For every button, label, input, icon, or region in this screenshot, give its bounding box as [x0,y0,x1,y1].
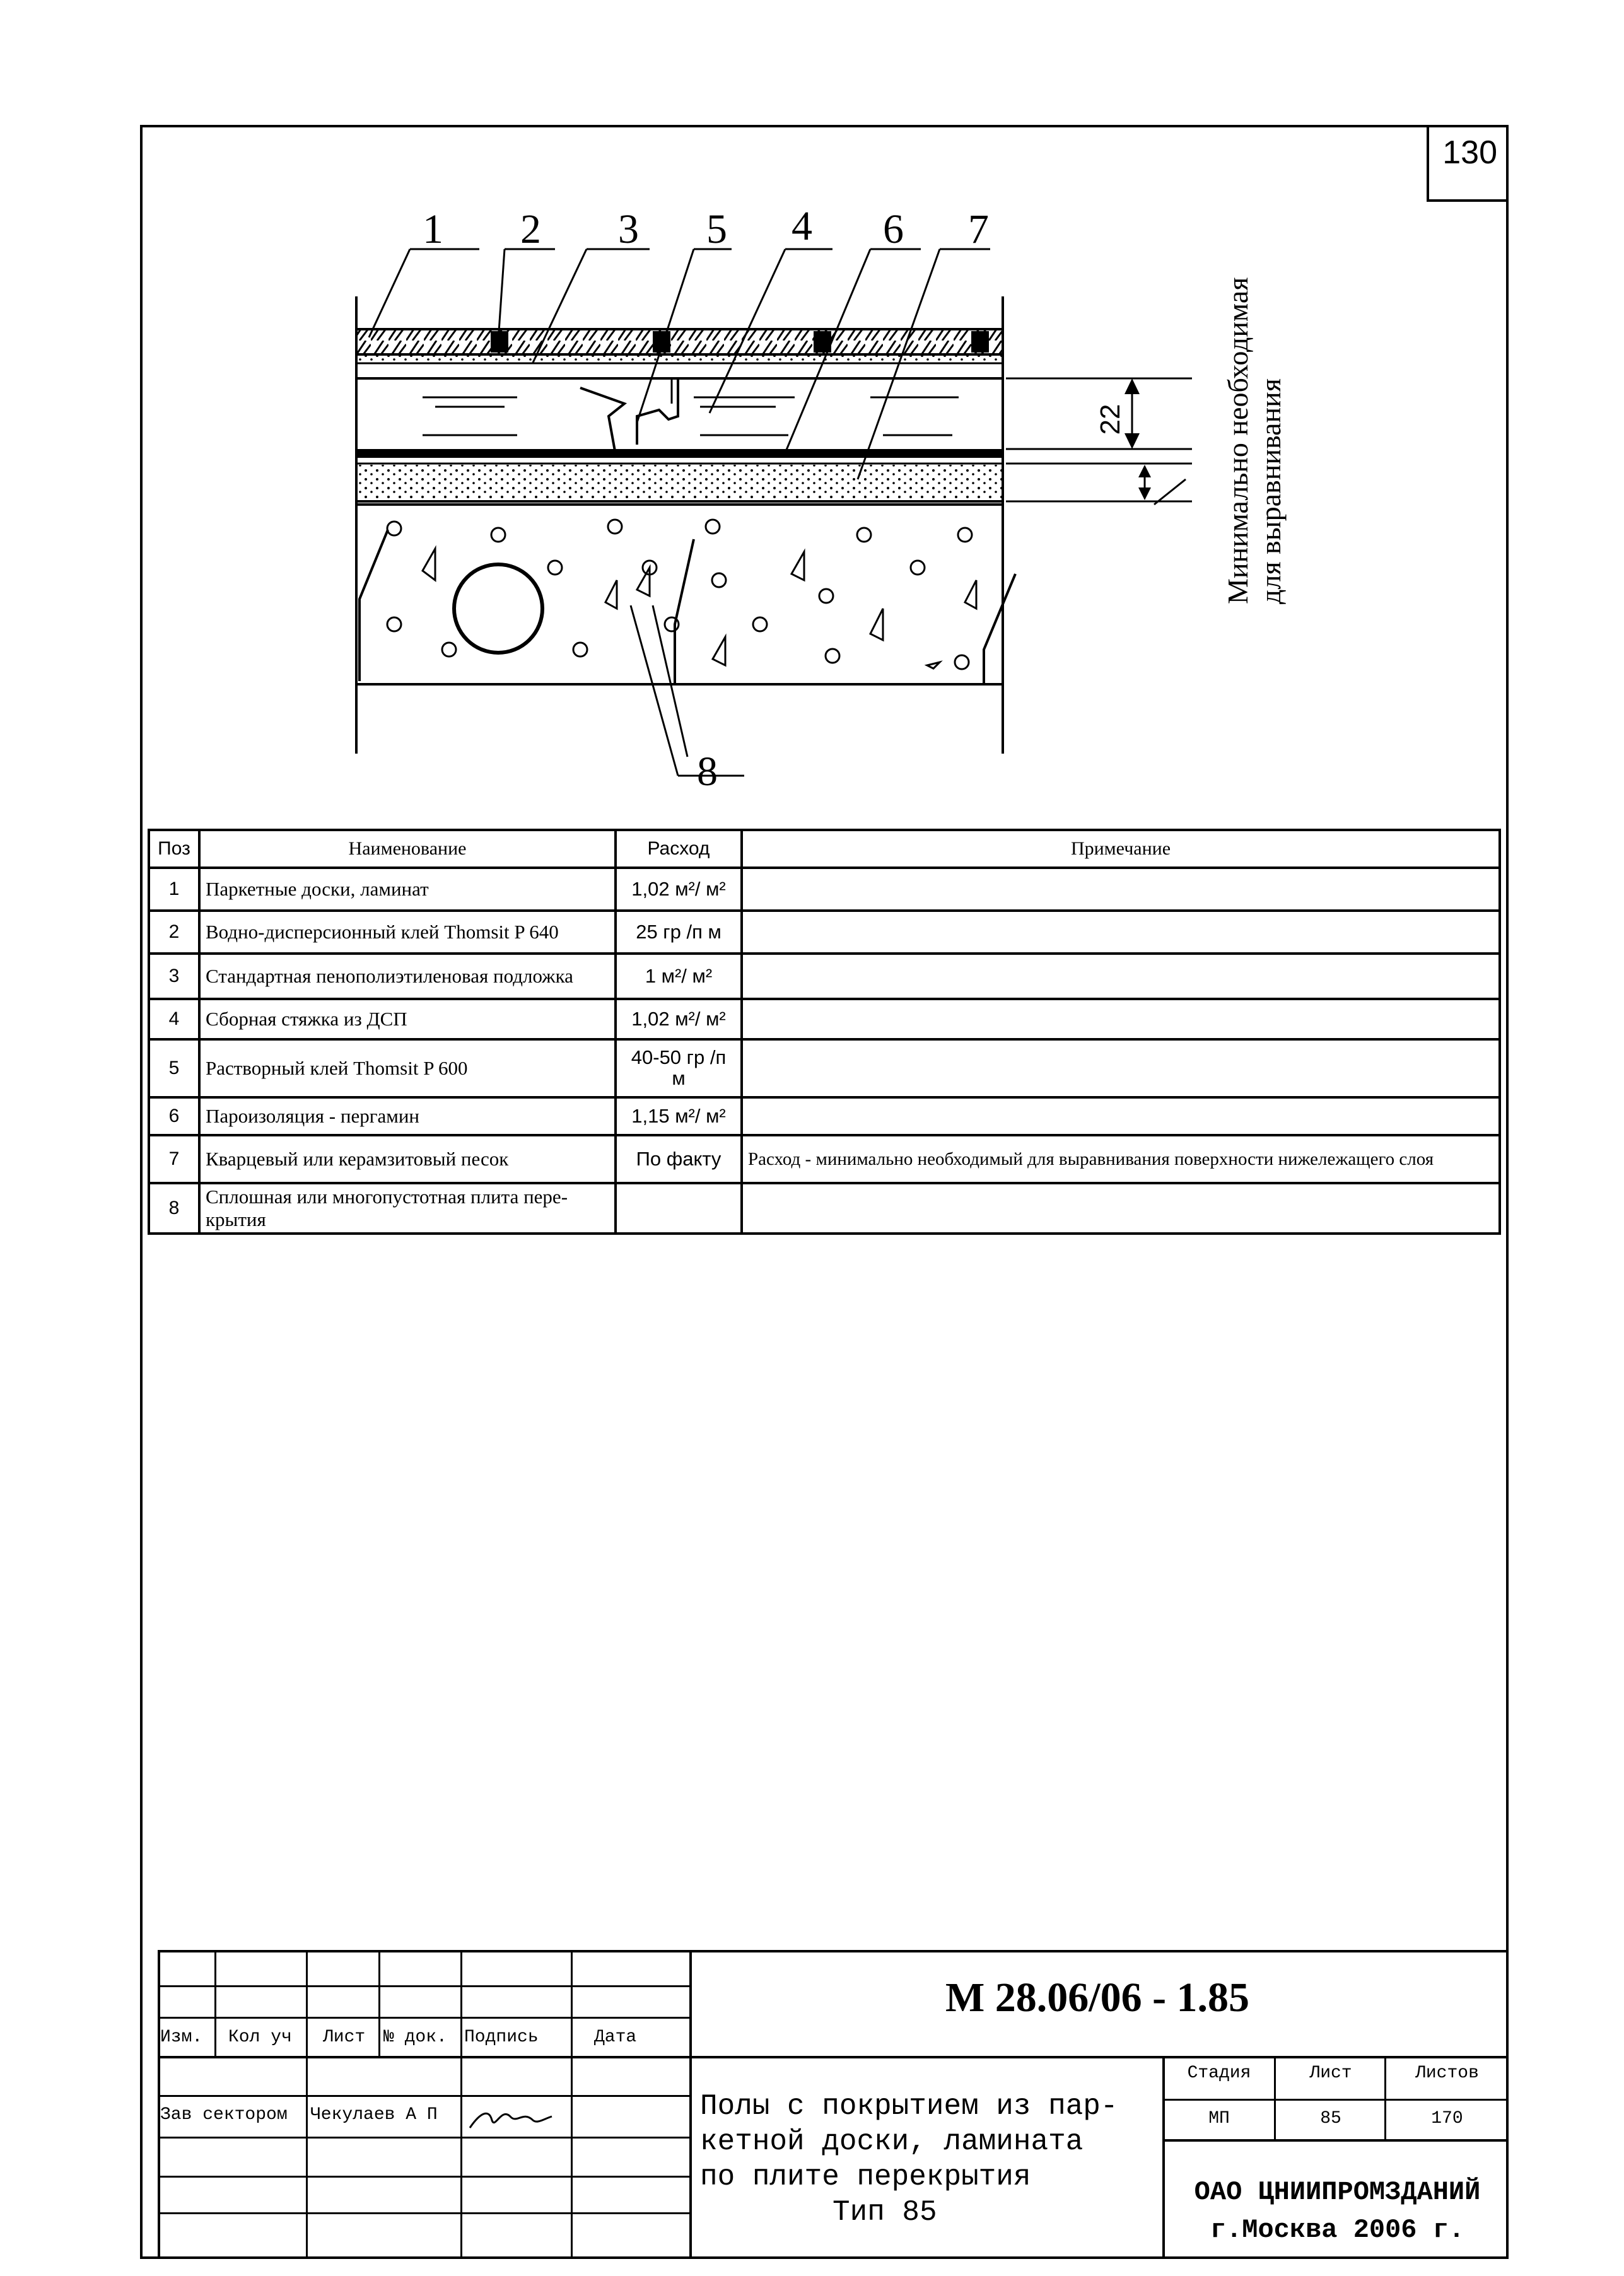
vertical-note [1217,240,1287,605]
specification-table [148,829,1501,1235]
sheet-value: 85 [1320,2109,1341,2128]
sheets-value: 170 [1431,2109,1463,2128]
table-row: 2 Водно-дисперсионный клей Thomsit P 640 25 гр /п м [149,911,1500,954]
stage-value: МП [1208,2109,1230,2128]
table-row: 8 Сплошная или многопустотная плита пере-крытия [149,1183,1500,1234]
layer-dsp [423,397,959,435]
layer-vapor-barrier [356,449,1003,458]
sheets-label: Листов [1415,2063,1479,2083]
person: Чекулаев А П [310,2105,438,2125]
table-row: 7 Кварцевый или керамзитовый песок По факту Расход - минимально необходимый для выравнивания поверхности нижележащего слоя [149,1135,1500,1183]
layer-sand [356,465,1003,499]
header-note: Примечание [742,830,1500,868]
label-izm: Изм. [160,2028,203,2047]
header-usage: Расход [616,830,742,868]
label-kol-uch: Кол уч [228,2028,292,2047]
callout-1: 1 [423,206,443,252]
signature [467,2101,555,2133]
sheet-number: 130 [1427,127,1506,202]
dimension-22: 22 [1095,404,1126,435]
table-row: 5 Растворный клей Thomsit P 600 40-50 гр /п м [149,1039,1500,1097]
callout-7: 7 [968,206,989,252]
layer-slab [356,505,1015,684]
callout-4: 4 [792,203,812,249]
callout-3: 3 [618,206,639,252]
organization: ОАО ЦНИИПРОМЗДАНИЙ г.Москва 2006 г. [1194,2177,1481,2245]
role: Зав сектором [160,2105,288,2125]
callout-5: 5 [706,206,727,252]
callout-2: 2 [520,206,541,252]
table-row: 3 Стандартная пенополиэтиленовая подложка 1 м²/ м² [149,954,1500,999]
header-pos: Поз [149,830,199,868]
document-title: Полы с покрытием из пар- кетной доски, ламината по плите перекрытия Тип 85 [700,2090,1118,2229]
sheet-label: Лист [1309,2063,1352,2083]
table-row: 6 Пароизоляция - пергамин 1,15 м²/ м² [149,1097,1500,1135]
vertical-note-line1: Минимально необходимая [1222,277,1254,604]
table-row: 1 Паркетные доски, ламинат 1,02 м²/ м² [149,868,1500,911]
document-code: М 28.06/06 - 1.85 [945,1975,1250,2021]
label-list: Лист [323,2028,366,2047]
label-podpis: Подпись [464,2028,539,2047]
stage-label: Стадия [1187,2063,1251,2083]
label-n-dok: № док. [383,2028,447,2047]
header-name: Наименование [199,830,616,868]
callout-8: 8 [697,749,718,795]
table-row: 4 Сборная стяжка из ДСП 1,02 м²/ м² [149,999,1500,1039]
callout-6: 6 [883,206,904,252]
vertical-note-line2: для выравнивания [1254,378,1287,604]
label-data: Дата [594,2028,637,2047]
floor-section-drawing [328,189,1274,807]
